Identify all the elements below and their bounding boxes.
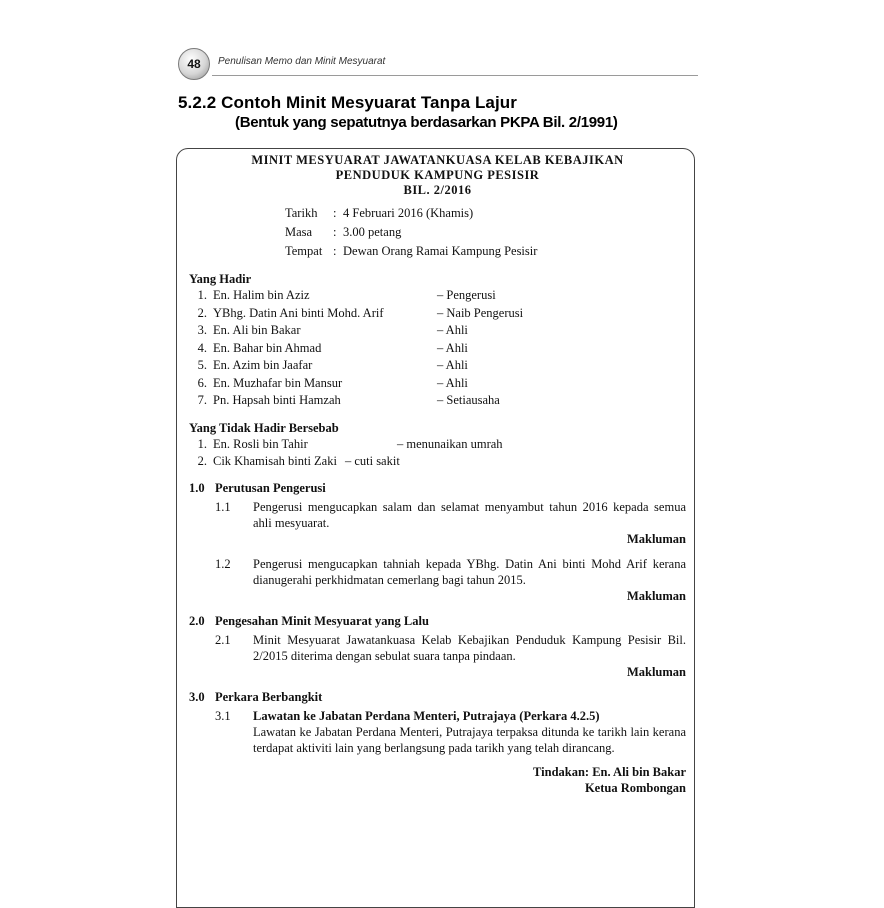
meta-row-time: Masa : 3.00 petang — [285, 223, 686, 242]
running-title: Penulisan Memo dan Minit Mesyuarat — [218, 56, 386, 67]
list-item: 3. En. Ali bin Bakar – Ahli — [197, 323, 468, 337]
minutes-document — [189, 153, 686, 796]
page-header — [178, 48, 698, 76]
agenda-item-text: Pengerusi mengucapkan tahniah kepada YBhg. Datin Ani binti Mohd Arif kerana dianugerahi perkhidmatan cemerlang bagi tahun 2015. — [253, 556, 686, 587]
list-item: 1. En. Halim bin Aziz – Pengerusi — [197, 288, 496, 302]
section-title: 5.2.2 Contoh Minit Mesyuarat Tanpa Lajur — [178, 93, 518, 112]
absentees-heading: Yang Tidak Hadir Bersebab — [189, 420, 339, 435]
section-heading-text: Perkara Berbangkit — [215, 689, 323, 704]
item-note: Makluman — [626, 588, 686, 603]
item-note: Makluman — [626, 664, 686, 679]
meta-row-venue: Tempat : Dewan Orang Ramai Kampung Pesisir — [285, 242, 686, 261]
agenda-section-3 — [189, 689, 686, 796]
section-heading-text: Pengesahan Minit Mesyuarat yang Lalu — [215, 613, 429, 628]
agenda-item-text: Pengerusi mengucapkan salam dan selamat menyambut tahun 2016 kepada semua ahli mesyuarat. — [253, 499, 686, 530]
list-item: 2. Cik Khamisah binti Zaki – cuti sakit — [197, 454, 400, 468]
page-number-badge: 48 — [178, 48, 210, 80]
meta-row-date: Tarikh : 4 Februari 2016 (Khamis) — [285, 204, 686, 223]
meta-label: Tarikh — [285, 206, 318, 220]
agenda-item-text: Minit Mesyuarat Jawatankuasa Kelab Kebajikan Penduduk Kampung Pesisir Bil. 2/2015 diterima dengan sebulat suara tanpa pindaan. — [253, 632, 686, 663]
section-heading — [178, 93, 698, 133]
agenda-item-text: Lawatan ke Jabatan Perdana Menteri, Putrajaya terpaksa ditunda ke tarikh lain kerana terdapat aktiviti lain yang berlangsung pada tarikh yang telah dirancang. — [253, 724, 686, 755]
attendees-heading: Yang Hadir — [189, 272, 252, 286]
action-owner: Tindakan: En. Ali bin Bakar — [533, 764, 686, 779]
agenda-item: 2.1 Minit Mesyuarat Jawatankuasa Kelab Kebajikan Penduduk Kampung Pesisir Bil. 2/2015 diterima dengan sebulat suara tanpa pindaan. — [215, 632, 686, 663]
meeting-details — [285, 204, 686, 261]
list-item: 1. En. Rosli bin Tahir – menunaikan umrah — [197, 436, 503, 451]
agenda-section-1 — [189, 480, 686, 604]
attendees-list — [189, 287, 686, 410]
agenda-item-title: Lawatan ke Jabatan Perdana Menteri, Putrajaya (Perkara 4.2.5) — [253, 708, 600, 723]
item-note: Makluman — [626, 531, 686, 546]
list-item: 7. Pn. Hapsah binti Hamzah – Setiausaha — [197, 393, 500, 407]
minutes-title-line3: BIL. 2/2016 — [403, 183, 472, 197]
section-subtitle: (Bentuk yang sepatutnya berdasarkan PKPA Bil. 2/1991) — [235, 114, 618, 131]
agenda-item: 1.2 Pengerusi mengucapkan tahniah kepada YBhg. Datin Ani binti Mohd Arif kerana dianugerahi perkhidmatan cemerlang bagi tahun 2015. — [215, 556, 686, 587]
agenda-item: 1.1 Pengerusi mengucapkan salam dan selamat menyambut tahun 2016 kepada semua ahli mesyuarat. — [215, 499, 686, 530]
list-item: 2. YBhg. Datin Ani binti Mohd. Arif – Naib Pengerusi — [197, 305, 524, 320]
absentees-list — [189, 436, 686, 471]
section-number: 2.0 — [189, 613, 205, 628]
meta-label: Masa — [285, 225, 313, 239]
minutes-title-line1: MINIT MESYUARAT JAWATANKUASA KELAB KEBAJIKAN — [251, 153, 624, 167]
meta-value: 4 Februari 2016 (Khamis) — [343, 206, 474, 220]
list-item: 5. En. Azim bin Jaafar – Ahli — [197, 358, 468, 372]
minutes-title — [189, 153, 686, 198]
minutes-title-line2: PENDUDUK KAMPUNG PESISIR — [335, 168, 540, 182]
action-owner-role: Ketua Rombongan — [584, 780, 686, 795]
agenda-section-2 — [189, 613, 686, 680]
section-heading-text: Perutusan Pengerusi — [215, 480, 326, 495]
list-item: 6. En. Muzhafar bin Mansur – Ahli — [197, 375, 468, 390]
section-number: 3.0 — [189, 689, 205, 704]
section-number: 1.0 — [189, 480, 205, 495]
list-item: 4. En. Bahar bin Ahmad – Ahli — [197, 340, 468, 355]
meta-label: Tempat — [285, 244, 323, 258]
agenda-item: 3.1 Lawatan ke Jabatan Perdana Menteri, Putrajaya (Perkara 4.2.5) Lawatan ke Jabatan Perdana Menteri, Putrajaya terpaksa ditunda ke tarikh lain kerana terdapat aktiviti lain yang berlangsung pada tarikh yang telah dirancang. — [215, 708, 686, 755]
meta-value: 3.00 petang — [343, 225, 402, 239]
meta-value: Dewan Orang Ramai Kampung Pesisir — [343, 244, 538, 258]
header-rule — [212, 75, 698, 76]
